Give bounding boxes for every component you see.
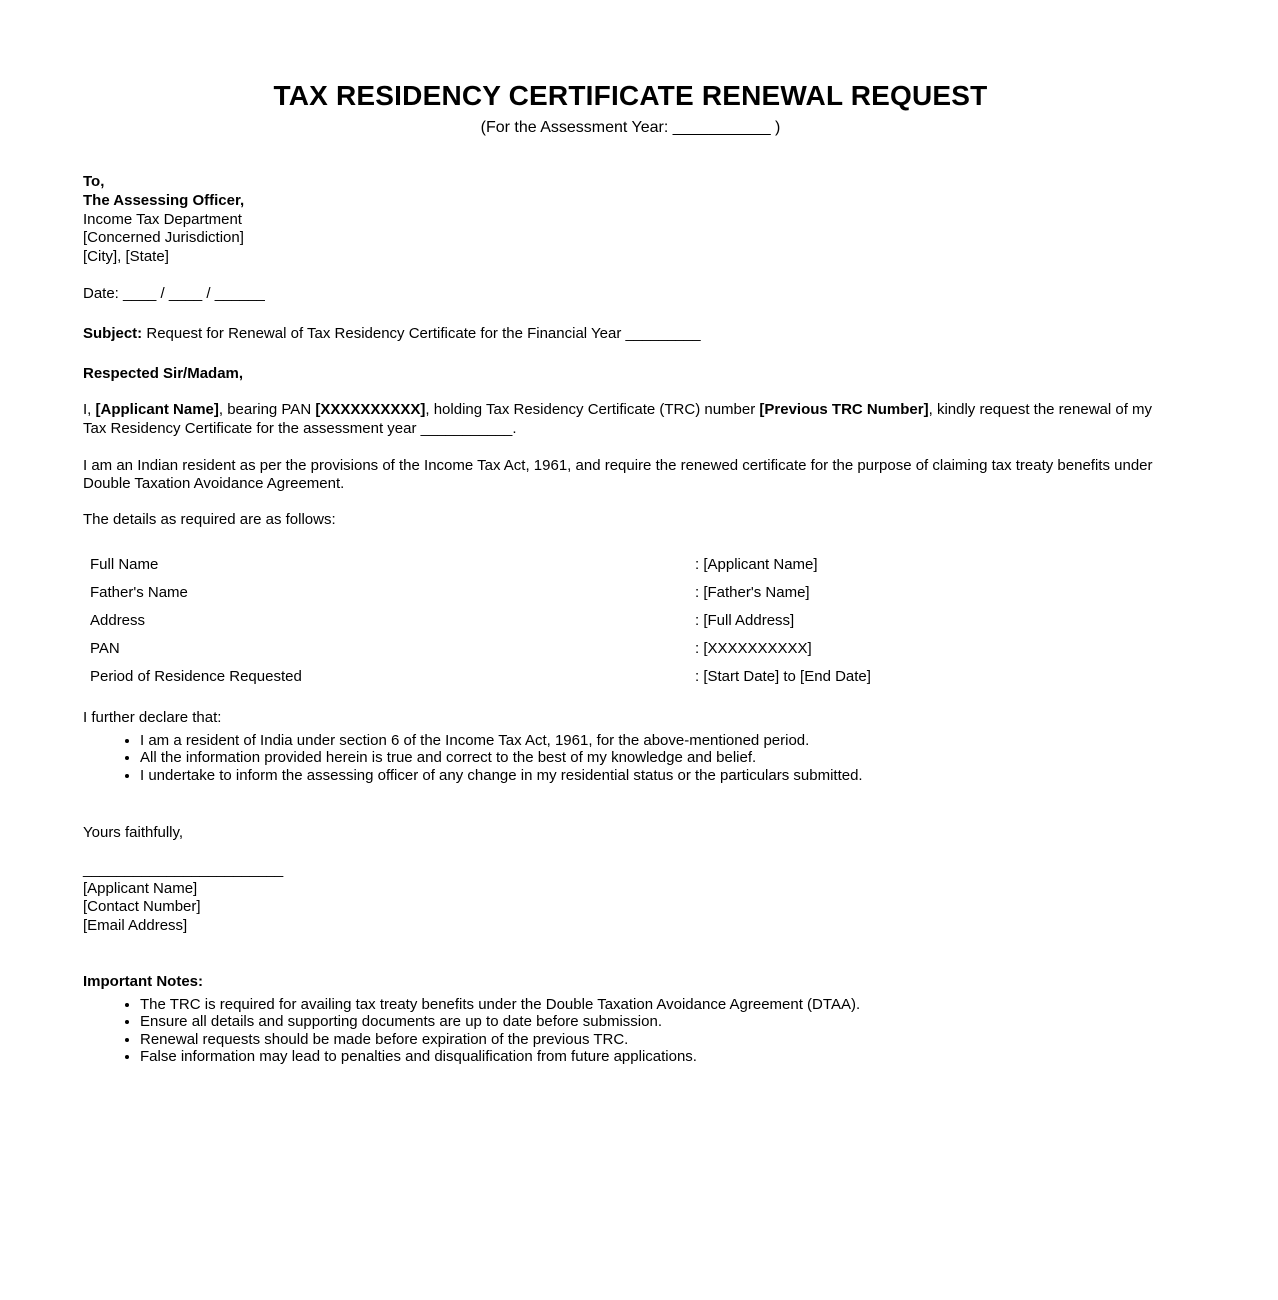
detail-value (695, 640, 1178, 659)
intro-paragraph (83, 401, 1178, 439)
intro-seg4: , kindly request the renewal of my Tax Residency Certificate for the assessment year ___________. (83, 401, 1153, 437)
pan-placeholder: [XXXXXXXXXX] (315, 401, 426, 418)
detail-label: PAN (90, 639, 120, 657)
detail-colon: : (695, 555, 700, 573)
detail-label: Father's Name (90, 583, 188, 601)
recipient-line-officer: The Assessing Officer, (83, 191, 245, 209)
applicant-name-placeholder: [Applicant Name] (95, 401, 219, 418)
valediction: Yours faithfully, (83, 824, 184, 841)
details-row-fathers-name (83, 584, 1178, 612)
signature-contact: [Contact Number] (83, 898, 201, 916)
signature-email: [Email Address] (83, 917, 188, 934)
document-subtitle: (For the Assessment Year: ___________ ) (480, 119, 781, 136)
notes-heading: Important Notes: (83, 972, 203, 990)
note-item: • Renewal requests should be made before expiration of the previous TRC. (140, 1031, 1178, 1049)
salutation: Respected Sir/Madam, (83, 365, 244, 383)
detail-value-text: [Applicant Name] (703, 555, 818, 573)
detail-colon: : (695, 583, 700, 601)
details-row-pan (83, 640, 1178, 668)
detail-label: Full Name (90, 555, 159, 573)
notes-list (83, 996, 1178, 1066)
details-intro: The details as required are as follows: (83, 511, 336, 528)
details-row-full-name (83, 556, 1178, 584)
detail-value (695, 668, 1178, 687)
date-line: Date: ____ / ____ / ______ (83, 284, 265, 302)
declaration-intro: I further declare that: (83, 708, 222, 726)
detail-colon: : (695, 639, 700, 657)
declaration-item: • I undertake to inform the assessing officer of any change in my residential status or the particulars submitted. (140, 767, 1178, 785)
note-item: • Ensure all details and supporting documents are up to date before submission. (140, 1013, 1178, 1031)
recipient-line-department: Income Tax Department (83, 210, 242, 228)
detail-value-text: [Father's Name] (703, 583, 810, 601)
subject-text: Request for Renewal of Tax Residency Certificate for the Financial Year _________ (142, 324, 701, 342)
note-item: • The TRC is required for availing tax treaty benefits under the Double Taxation Avoidance Agreement (DTAA). (140, 996, 1178, 1014)
detail-value (695, 612, 1178, 631)
declaration-item: • All the information provided herein is true and correct to the best of my knowledge and belief. (140, 749, 1178, 767)
declaration-list (83, 732, 1178, 785)
details-row-address (83, 612, 1178, 640)
detail-colon: : (695, 667, 700, 685)
intro-seg1: I, (83, 401, 96, 418)
signature-underline: ________________________ (83, 860, 284, 878)
intro-seg3: , holding Tax Residency Certificate (TRC) number (425, 401, 760, 418)
detail-label: Address (90, 611, 146, 629)
recipient-block (83, 173, 1178, 267)
detail-label: Period of Residence Requested (90, 667, 302, 685)
intro-seg2: , bearing PAN (218, 401, 316, 418)
recipient-line-jurisdiction: [Concerned Jurisdiction] (83, 229, 244, 247)
detail-colon: : (695, 611, 700, 629)
detail-value-text: [Start Date] to [End Date] (703, 667, 871, 685)
declaration-item: • I am a resident of India under section 6 of the Income Tax Act, 1961, for the above-mentioned period. (140, 732, 1178, 750)
detail-value (695, 556, 1178, 575)
signature-block (83, 861, 1178, 936)
recipient-line-city-state: [City], [State] (83, 248, 169, 265)
detail-value-text: [XXXXXXXXXX] (703, 639, 812, 657)
trc-number-placeholder: [Previous TRC Number] (759, 401, 929, 418)
detail-value-text: [Full Address] (703, 611, 795, 629)
detail-value (695, 584, 1178, 603)
subject-line (83, 325, 1178, 344)
subject-label: Subject: (83, 324, 143, 342)
signature-name: [Applicant Name] (83, 879, 198, 897)
note-item: • False information may lead to penalties and disqualification from future applications. (140, 1048, 1178, 1066)
document-title: TAX RESIDENCY CERTIFICATE RENEWAL REQUEST (273, 80, 988, 111)
details-table (83, 556, 1178, 696)
recipient-line-to: To, (83, 173, 105, 190)
residency-paragraph: I am an Indian resident as per the provisions of the Income Tax Act, 1961, and require the renewed certificate for the purpose of claiming tax treaty benefits under Double Taxation Avoidance Agreement. (83, 456, 1153, 493)
details-row-period (83, 668, 1178, 696)
